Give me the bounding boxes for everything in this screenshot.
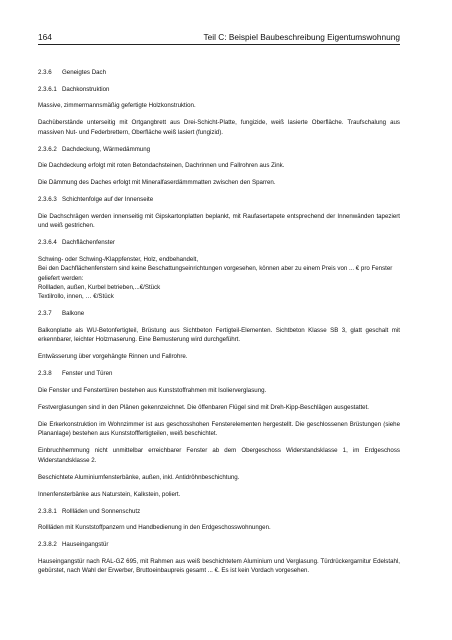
header-rule [38,44,400,45]
paragraph: Hauseingangstür nach RAL-GZ 695, mit Rahmen aus weiß beschichtetem Aluminium und Verglasung. Türdrückergarnitur Edelstahl, gebürstet, nach Wahl der Erwerber, Bruttoeinbaupreis gesamt ... €. Es ist kein Vordach vorgesehen. [38,558,400,575]
page-number: 164 [38,32,52,42]
section-heading [38,68,400,77]
section-number: 2.3.6.4 [38,239,57,247]
paragraph: Die Erkerkonstruktion im Wohnzimmer ist aus geschosshohen Fensterelementen hergestellt. Die geschlossenen Brüstungen (siehe Plananlage) bestehen aus Kunststofffertigteilen, weiß beschichtet. [38,421,400,438]
section-heading [38,369,400,378]
paragraph: Festverglasungen sind in den Plänen gekennzeichnet. Die öffenbaren Flügel sind mit Dreh-Kipp-Beschlägen ausgestattet. [38,404,370,411]
section-title: Schichtenfolge auf der Innenseite [62,196,154,204]
section-heading [38,195,400,204]
section-title: Hauseingangstür [62,541,109,549]
section-number: 2.3.6.1 [38,85,57,93]
page-header [38,32,400,42]
paragraph: Massive, zimmermannsmäßig gefertigte Holzkonstruktion. [38,102,196,110]
section-number: 2.3.8.1 [38,507,57,515]
section-number: 2.3.8 [38,370,52,378]
section-title: Dachdeckung, Wärmedämmung [62,145,151,153]
paragraph: Einbruchhemmung nicht unmittelbar erreichbarer Fenster ab dem Obergeschoss Widerstandsklasse 1, im Erdgeschoss Widerstandsklasse 2. [38,447,400,464]
section-title: Geneigtes Dach [62,69,107,76]
running-title: Teil C: Beispiel Baubeschreibung Eigentumswohnung [203,32,400,42]
section-title: Dachkonstruktion [62,85,110,93]
section-heading [38,145,400,154]
paragraph: Beschichtete Aluminiumfensterbänke, außen, inkl. Antidröhnbeschichtung. [38,473,240,481]
section-heading [38,309,400,318]
document-body [38,68,400,583]
paragraph: Die Fenster und Fenstertüren bestehen aus Kunststoffrahmen mit Isolierverglasung. [38,387,267,394]
section-title: Balkone [62,310,85,318]
section-number: 2.3.6.2 [38,145,57,153]
paragraph: Dachüberstände unterseitig mit Ortgangbrett aus Drei-Schicht-Platte, fungizide, weiß lasierte Oberfläche. Traufschalung aus massiven Nut- und Federbrettern, Oberfläche weiß lasiert (fungizid). [38,119,400,136]
section-number: 2.3.6 [38,69,52,76]
section-title: Rollläden und Sonnenschutz [62,507,141,515]
paragraph: Die Dämmung des Daches erfolgt mit Mineralfaserdämmmatten zwischen den Sparren. [38,179,276,187]
section-number: 2.3.6.3 [38,196,57,204]
paragraph: Innenfensterbänke aus Naturstein, Kalkstein, poliert. [38,490,181,498]
section-heading [38,85,400,94]
section-heading [38,540,400,549]
section-number: 2.3.8.2 [38,541,57,549]
section-heading [38,507,400,516]
section-title: Fenster und Türen [62,370,113,378]
section-title: Dachflächenfenster [62,239,115,247]
paragraph: Entwässerung über vorgehängte Rinnen und Fallrohre. [38,353,188,361]
section-heading [38,238,400,247]
paragraph: Balkonplatte als WU-Betonfertigteil, Brüstung aus Sichtbeton Fertigteil-Elementen. Sichtbeton Klasse SB 3, glatt geschalt mit erkennbarer, leichter Holzmaserung. Eine Bemusterung wird durchgeführt. [38,327,400,344]
paragraph: Die Dachdeckung erfolgt mit roten Betondachsteinen, Dachrinnen und Fallrohren aus Zink. [38,162,285,170]
paragraph: Schwing- oder Schwing-/Klappfenster, Holz, endbehandelt, Bei den Dachflächenfenstern sind keine Beschattungseinrichtungen vorgesehen, können aber zu einem Preis von ... € pro Fenster geliefert werden: Rollladen, außen, Kurbel betrieben,...€/Stück Textilrollo, innen, … €/Stück [38,255,393,301]
paragraph: Rollläden mit Kunststoffpanzern und Handbedienung in den Erdgeschosswohnungen. [38,524,271,532]
section-number: 2.3.7 [38,310,52,318]
paragraph: Die Dachschrägen werden innenseitig mit Gipskartonplatten beplankt, mit Raufasertapete entsprechend der Innenwänden tapeziert und weiß gestrichen. [38,212,400,230]
